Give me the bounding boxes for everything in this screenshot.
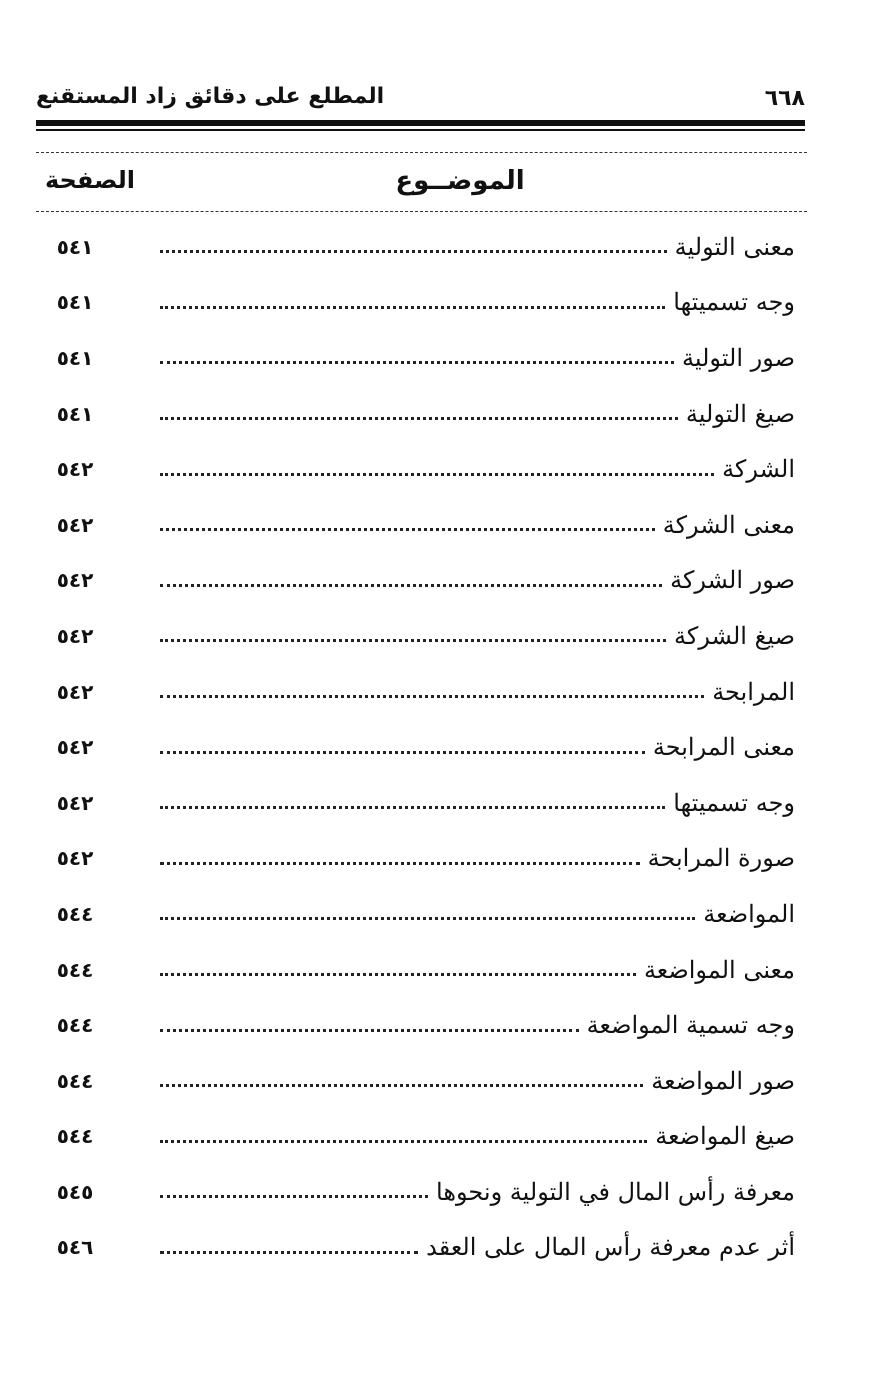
dot-leader [160, 250, 667, 253]
entry-title: صور المواضعة [651, 1066, 795, 1095]
index-entry [40, 997, 795, 1053]
entry-page-number: ٥٤١ [56, 401, 94, 426]
dot-leader [160, 1084, 643, 1087]
index-entry [40, 1164, 795, 1220]
dot-leader [160, 917, 695, 920]
dot-leader [160, 1251, 418, 1254]
index-entry [40, 608, 795, 664]
index-entry [40, 386, 795, 442]
index-entry [40, 942, 795, 998]
dot-leader [160, 584, 662, 587]
index-entry [40, 886, 795, 942]
dot-leader [160, 306, 665, 309]
header-rule-thick [36, 120, 805, 126]
entry-page-number: ٥٤٢ [56, 735, 94, 760]
dot-leader [160, 973, 636, 976]
dot-leader [160, 862, 640, 865]
dot-leader [160, 528, 655, 531]
entry-title: معنى التولية [674, 232, 795, 261]
dot-leader [160, 1195, 428, 1198]
index-entry [40, 553, 795, 609]
entry-title: صورة المرابحة [647, 844, 795, 873]
table-header-divider [36, 211, 807, 212]
dot-leader [160, 1140, 647, 1143]
dot-leader [160, 695, 704, 698]
entry-page-number: ٥٤٢ [56, 512, 94, 537]
dot-leader [160, 751, 645, 754]
index-entry [40, 441, 795, 497]
entry-page-number: ٥٤٢ [56, 679, 94, 704]
entry-title: صور التولية [681, 343, 795, 372]
index-entry [40, 1109, 795, 1165]
entry-title: وجه تسميتها [673, 788, 795, 817]
dot-leader [160, 417, 678, 420]
index-entries-list [40, 219, 795, 1275]
index-entry [40, 1053, 795, 1109]
entry-title: صيغ الشركة [674, 621, 795, 650]
page-number: ٦٦٨ [764, 86, 805, 111]
entry-title: وجه تسمية المواضعة [586, 1011, 795, 1040]
dot-leader [160, 806, 665, 809]
book-title: المطلع على دقائق زاد المستقنع [36, 84, 385, 109]
entry-page-number: ٥٤٢ [56, 790, 94, 815]
running-header [36, 80, 805, 124]
index-entry [40, 497, 795, 553]
entry-page-number: ٥٤٦ [56, 1235, 94, 1260]
entry-page-number: ٥٤٤ [56, 1068, 94, 1093]
entry-title: أثر عدم معرفة رأس المال على العقد [426, 1233, 795, 1262]
dot-leader [160, 361, 674, 364]
entry-title: صور الشركة [670, 566, 795, 595]
entry-page-number: ٥٤٤ [56, 957, 94, 982]
entry-page-number: ٥٤٢ [56, 568, 94, 593]
entry-page-number: ٥٤٤ [56, 1013, 94, 1038]
dot-leader [160, 639, 666, 642]
entry-title: الشركة [722, 455, 795, 484]
entry-page-number: ٥٤٤ [56, 901, 94, 926]
entry-page-number: ٥٤٢ [56, 457, 94, 482]
entry-title: صيغ المواضعة [655, 1122, 795, 1151]
index-entry [40, 219, 795, 275]
topic-column-heading: الموضــوع [395, 166, 525, 196]
dot-leader [160, 473, 714, 476]
index-entry [40, 831, 795, 887]
entry-page-number: ٥٤١ [56, 290, 94, 315]
entry-title: معنى الشركة [662, 510, 795, 539]
index-entry [40, 775, 795, 831]
entry-title: معرفة رأس المال في التولية ونحوها [436, 1177, 795, 1206]
entry-page-number: ٥٤٢ [56, 623, 94, 648]
entry-title: وجه تسميتها [673, 288, 795, 317]
index-entry [40, 330, 795, 386]
table-top-divider [36, 152, 807, 153]
index-entry [40, 1220, 795, 1276]
entry-title: المواضعة [703, 899, 795, 928]
entry-page-number: ٥٤١ [56, 234, 94, 259]
entry-page-number: ٥٤٥ [56, 1179, 94, 1204]
entry-title: المرابحة [712, 677, 795, 706]
index-entry [40, 664, 795, 720]
entry-title: معنى المواضعة [643, 955, 795, 984]
header-rule-thin [36, 129, 805, 131]
index-entry [40, 719, 795, 775]
dot-leader [160, 1029, 579, 1032]
entry-title: معنى المرابحة [652, 733, 795, 762]
page-column-heading: الصفحة [44, 166, 135, 194]
entry-page-number: ٥٤٢ [56, 846, 94, 871]
entry-title: صيغ التولية [685, 399, 795, 428]
entry-page-number: ٥٤٤ [56, 1124, 94, 1149]
index-entry [40, 275, 795, 331]
entry-page-number: ٥٤١ [56, 345, 94, 370]
